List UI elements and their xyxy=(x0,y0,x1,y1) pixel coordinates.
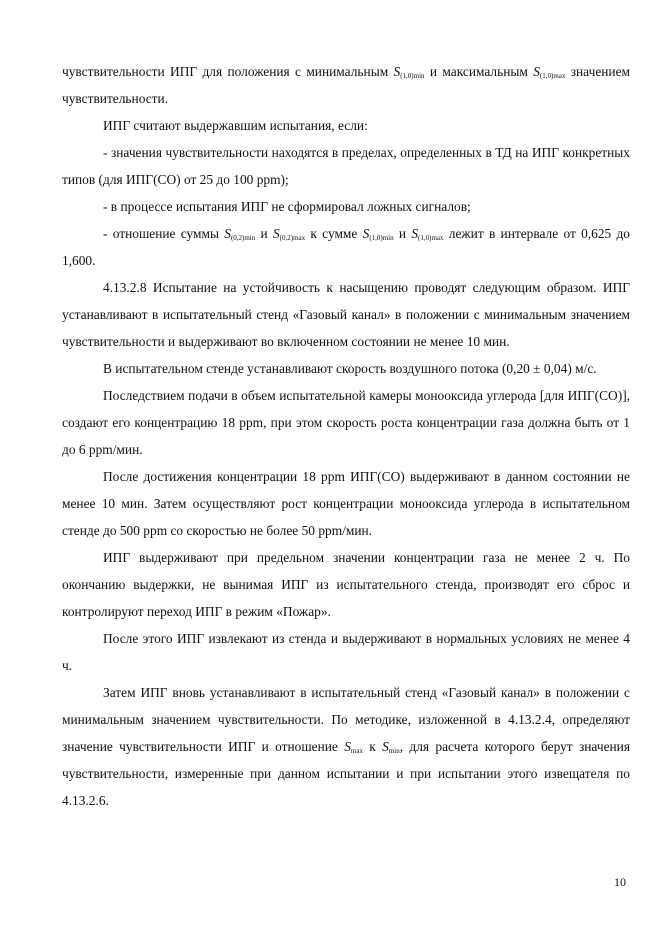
symbol-s: S xyxy=(344,739,351,754)
subscript: (1,0)max xyxy=(539,72,566,80)
text-run: чувствительности ИПГ для положения с минимальным xyxy=(62,64,394,79)
subscript: max xyxy=(350,747,363,755)
subscript: (1,0)min xyxy=(400,72,425,80)
symbol-s: S xyxy=(272,226,280,241)
symbol-s: S xyxy=(224,226,231,241)
paragraph-co-supply: Последствием подачи в объем испытательной камеры монооксида углерода [для ИПГ(СО)], создают его концентрацию 18 ppm, при этом скорость роста концентрации газа должна быть от 1 до 6 ppm/мин. xyxy=(62,388,630,457)
symbol-s: S xyxy=(382,739,389,754)
text-run: лежит в интервале от 0,625 до 1,600. xyxy=(62,226,630,268)
text-run: и xyxy=(393,226,412,241)
text-run: , для расчета которого берут значения чувствительности, измеренные при данном испытании и при испытании этого извещателя по 4.13.2.6. xyxy=(62,739,631,808)
page-number: 10 xyxy=(614,875,626,889)
symbol-s: S xyxy=(393,64,401,79)
text-run: к сумме xyxy=(305,226,363,241)
paragraph-retest xyxy=(62,679,630,814)
subscript: min xyxy=(388,747,400,755)
subscript: (1,0)max xyxy=(418,234,444,242)
text-run: и максимальным xyxy=(424,64,534,79)
paragraph-hold-limit: ИПГ выдерживают при предельном значении концентрации газа не менее 2 ч. По окончанию выдержки, не вынимая ИПГ из испытательного стенда, производят его сброс и контролируют переход ИПГ в режим «Пожар». xyxy=(62,550,630,619)
paragraph-criteria-intro: ИПГ считают выдержавшим испытания, если: xyxy=(103,118,368,133)
body-text xyxy=(62,58,630,814)
paragraph-concentration-rise: После достижения концентрации 18 ppm ИПГ(СО) выдерживают в данном состоянии не менее 10 мин. Затем осуществляют рост концентрации монооксида углерода в испытательном стенде до 500 ppm со скоростью не более 50 ppm/мин. xyxy=(62,469,630,538)
text-run: значением чувствительности. xyxy=(62,64,631,106)
symbol-s: S xyxy=(533,64,540,79)
paragraph-remove: После этого ИПГ извлекают из стенда и выдерживают в нормальных условиях не менее 4 ч. xyxy=(62,631,630,673)
text-run: к xyxy=(362,739,383,754)
list-item-sum-ratio xyxy=(62,220,630,274)
text-run: - отношение суммы xyxy=(103,226,225,241)
text-run: Затем ИПГ вновь устанавливают в испытательный стенд «Газовый канал» в положении с минимальным значением чувствительности. По методике, изложенной в 4.13.2.4, определяют значение чувствительности ИПГ и отношение xyxy=(62,685,630,754)
list-item-no-false-signals: - в процессе испытания ИПГ не сформировал ложных сигналов; xyxy=(103,199,471,214)
symbol-s: S xyxy=(411,226,419,241)
text-run: и xyxy=(255,226,273,241)
symbol-s: S xyxy=(362,226,370,241)
subscript: (0,2)min xyxy=(230,234,256,242)
paragraph-airflow: В испытательном стенде устанавливают скорость воздушного потока (0,20 ± 0,04) м/с. xyxy=(103,361,597,376)
paragraph-saturation-test: 4.13.2.8 Испытание на устойчивость к насыщению проводят следующим образом. ИПГ устанавливают в испытательный стенд «Газовый канал» в положении с минимальным значением чувствительности и выдерживают во включенном состоянии не менее 10 мин. xyxy=(62,280,630,349)
list-item-sensitivity-range: - значения чувствительности находятся в пределах, определенных в ТД на ИПГ конкретных типов (для ИПГ(СО) от 25 до 100 ppm); xyxy=(62,145,630,187)
subscript: (0,2)max xyxy=(279,234,306,242)
paragraph-continuation xyxy=(62,58,630,112)
subscript: (1,0)min xyxy=(369,234,394,242)
